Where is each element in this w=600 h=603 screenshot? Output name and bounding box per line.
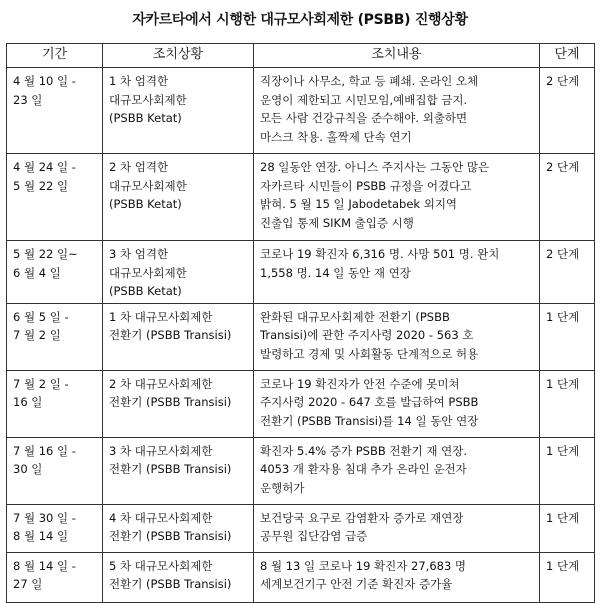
period-cell: 7 월 16 일 - 30 일 <box>7 437 103 504</box>
period-cell: 6 월 5 일 - 7 월 2 일 <box>7 303 103 370</box>
measure-cell: 3 차 대규모사회제한 전환기 (PSBB Transisi) <box>103 437 254 504</box>
stage-cell: 1 단계 <box>540 552 595 602</box>
table-row <box>7 241 595 304</box>
measure-cell: 4 차 대규모사회제한 전환기 (PSBB Transisi) <box>103 504 254 552</box>
header-content: 조치내용 <box>254 44 540 68</box>
content-cell: 코로나 19 확진자가 안전 수준에 못미쳐 주지사령 2020 - 647 호를 발급하여 PSBB 전환기 (PSBB Transisi)를 14 일 동안 연장 <box>254 370 540 437</box>
header-period: 기간 <box>7 44 103 68</box>
period-cell: 8 월 14 일 - 27 일 <box>7 552 103 602</box>
content-cell: 코로나 19 확진자 6,316 명. 사망 501 명. 완치 1,558 명. 14 일 동안 재 연장 <box>254 241 540 304</box>
period-cell: 7 월 2 일 - 16 일 <box>7 370 103 437</box>
period-cell: 5 월 22 일~ 6 월 4 일 <box>7 241 103 304</box>
psbb-status-table <box>6 43 595 603</box>
content-cell: 직장이나 사무소, 학교 등 폐쇄. 온라인 오체 운영이 제한되고 시민모임,예배집합 금지. 모든 사람 건강규칙을 준수해야. 외출하면 마스크 착용. 홀짝제 단속 연기 <box>254 68 540 154</box>
table-row <box>7 154 595 241</box>
measure-cell: 3 차 엄격한 대규모사회제한 (PSBB Ketat) <box>103 241 254 304</box>
stage-cell: 1 단계 <box>540 504 595 552</box>
period-cell: 4 월 10 일 - 23 일 <box>7 68 103 154</box>
measure-cell: 2 차 대규모사회제한 전환기 (PSBB Transisi) <box>103 370 254 437</box>
table-row <box>7 303 595 370</box>
stage-cell: 2 단계 <box>540 68 595 154</box>
measure-cell: 1 차 대규모사회제한 전환기 (PSBB Transisi) <box>103 303 254 370</box>
header-stage: 단계 <box>540 44 595 68</box>
period-cell: 7 월 30 일 - 8 월 14 일 <box>7 504 103 552</box>
table-row <box>7 437 595 504</box>
table-row <box>7 504 595 552</box>
content-cell: 확진자 5.4% 증가 PSBB 전환기 재 연장. 4053 개 환자용 침대 추가 온라인 운전자 운행허가 <box>254 437 540 504</box>
table-row <box>7 68 595 154</box>
measure-cell: 5 차 대규모사회제한 전환기 (PSBB Transisi) <box>103 552 254 602</box>
document-title: 자카르타에서 시행한 대규모사회제한 (PSBB) 진행상황 <box>132 12 468 28</box>
header-row <box>7 44 595 68</box>
period-cell: 4 월 24 일 - 5 월 22 일 <box>7 154 103 241</box>
content-cell: 완화된 대규모사회제한 전환기 (PSBB Transisi)에 관한 주지사령 2020 - 563 호 발령하고 경제 및 사회활동 단계적으로 허용 <box>254 303 540 370</box>
header-measure: 조치상황 <box>103 44 254 68</box>
stage-cell: 2 단계 <box>540 154 595 241</box>
table-row <box>7 552 595 602</box>
content-cell: 28 일동안 연장. 아니스 주지사는 그동안 많은 자카르타 시민들이 PSBB 규정을 어겼다고 밝혀. 5 월 15 일 Jabodetabek 외지역 진출입 통제 SIKM 출입증 시행 <box>254 154 540 241</box>
content-cell: 보건당국 요구로 감염환자 증가로 재연장 공무원 집단감염 급증 <box>254 504 540 552</box>
measure-cell: 2 차 엄격한 대규모사회제한 (PSBB Ketat) <box>103 154 254 241</box>
stage-cell: 2 단계 <box>540 241 595 304</box>
content-cell: 8 월 13 일 코로나 19 확진자 27,683 명 세계보건기구 안전 기준 확진자 증가율 <box>254 552 540 602</box>
table-row <box>7 370 595 437</box>
stage-cell: 1 단계 <box>540 303 595 370</box>
stage-cell: 1 단계 <box>540 437 595 504</box>
stage-cell: 1 단계 <box>540 370 595 437</box>
measure-cell: 1 차 엄격한 대규모사회제한 (PSBB Ketat) <box>103 68 254 154</box>
